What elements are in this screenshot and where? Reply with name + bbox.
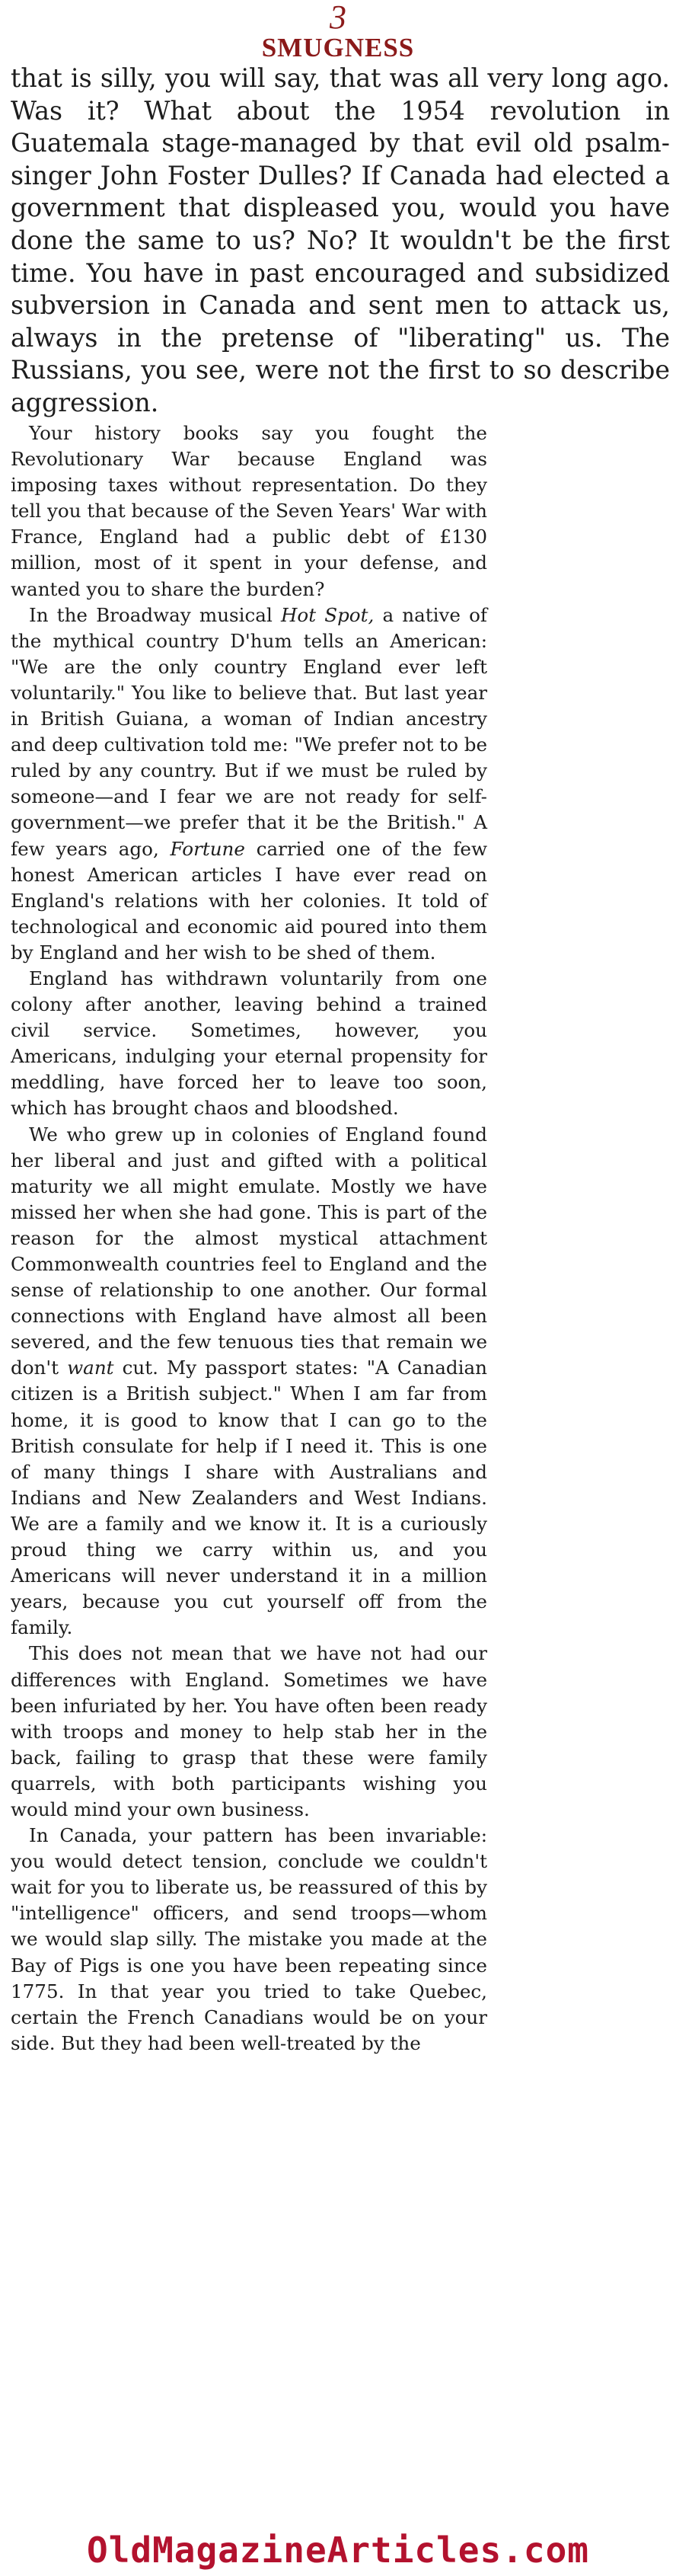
paragraph-canada-pattern: In Canada, your pattern has been invariable: you would detect tension, conclude we couldn't wait for you to liberate us, be reassured of this by "intelligence" officers, and send troops—whom we would slap silly. The mistake you made at the Bay of Pigs is one you have been repeating since 1775. In that year you tried to take Quebec, certain the French Canadians would be on your side. But they had been well-treated by the	[11, 1824, 487, 2054]
paragraph-withdrawal: England has withdrawn voluntarily from one colony after another, leaving behind a trained civil service. Sometimes, however, you Americans, indulging your eternal propensity for meddling, have forced her to leave too soon, which has brought chaos and bloodshed.	[11, 967, 487, 1120]
paragraph-hot-spot	[11, 602, 487, 966]
emphasis-word: want	[67, 1357, 114, 1379]
magazine-title: Fortune	[170, 837, 245, 860]
paragraph-text: cut. My passport states: "A Canadian citizen is a British subject." When I am far from home, it is good to know that I can go to the British consulate for help if I need it. This is one of many things I share with Australians and Indians and New Zealanders and West Indians. We are a family and we know it. It is a curiously proud thing we carry within us, and you Americans will never understand it in a million years, because you cut yourself off from the family.	[11, 1357, 487, 1639]
watermark-text: OldMagazineArticles.com	[87, 2530, 589, 2571]
lead-paragraph: that is silly, you will say, that was all very long ago. Was it? What about the 1954 revolution in Guatemala stage-managed by that evil old psalm-singer John Foster Dulles? If Canada had elected a government that displeased you, would you have done the same to us? No? It wouldn't be the first time. You have in past encouraged and subsidized subversion in Canada and sent men to attack us, always in the pretense of "liberating" us. The Russians, you see, were not the first to so describe aggression.	[11, 63, 670, 417]
musical-title: Hot Spot,	[280, 603, 375, 626]
paragraph-text: In the Broadway musical	[29, 603, 281, 626]
paragraph-text: We who grew up in colonies of England found her liberal and just and gifted with a political maturity we all might emulate. Mostly we have missed her when she had gone. This is part of the reason for the almost mystical attachment Commonwealth countries feel to England and the sense of relationship to one another. Our formal connections with England have almost all been severed, and the few tenuous ties that remain we don't	[11, 1123, 487, 1379]
section-title: SMUGNESS	[261, 33, 415, 62]
paragraph-differences: This does not mean that we have not had our differences with England. Sometimes we have been infuriated by her. You have often been ready with troops and money to help stab her in the back, failing to grasp that these were family quarrels, with both participants wishing you would mind your own business.	[11, 1642, 487, 1820]
paragraph-text: carried one of the few honest American articles I have ever read on England's relations with her colonies. It told of technological and economic aid poured into them by England and her wish to be shed of them.	[11, 837, 488, 964]
article-body	[11, 420, 487, 2057]
paragraph-revolutionary-war: Your history books say you fought the Revolutionary War because England was imposing taxes without representation. Do they tell you that because of the Seven Years' War with France, England had a public debt of £130 million, most of it spent in your defense, and wanted you to share the burden?	[11, 422, 487, 600]
page-number: 3	[330, 0, 346, 36]
paragraph-commonwealth	[11, 1122, 487, 1641]
site-watermark	[0, 2527, 676, 2576]
paragraph-text: a native of the mythical country D'hum tells an American: "We are the only country England ever left voluntarily." You like to believe that. But last year in British Guiana, a woman of Indian ancestry and deep cultivation told me: "We prefer not to be ruled by any country. But if we must be ruled by someone—and I fear we are not ready for self-government—we prefer that it be the British." A few years ago,	[11, 603, 487, 860]
